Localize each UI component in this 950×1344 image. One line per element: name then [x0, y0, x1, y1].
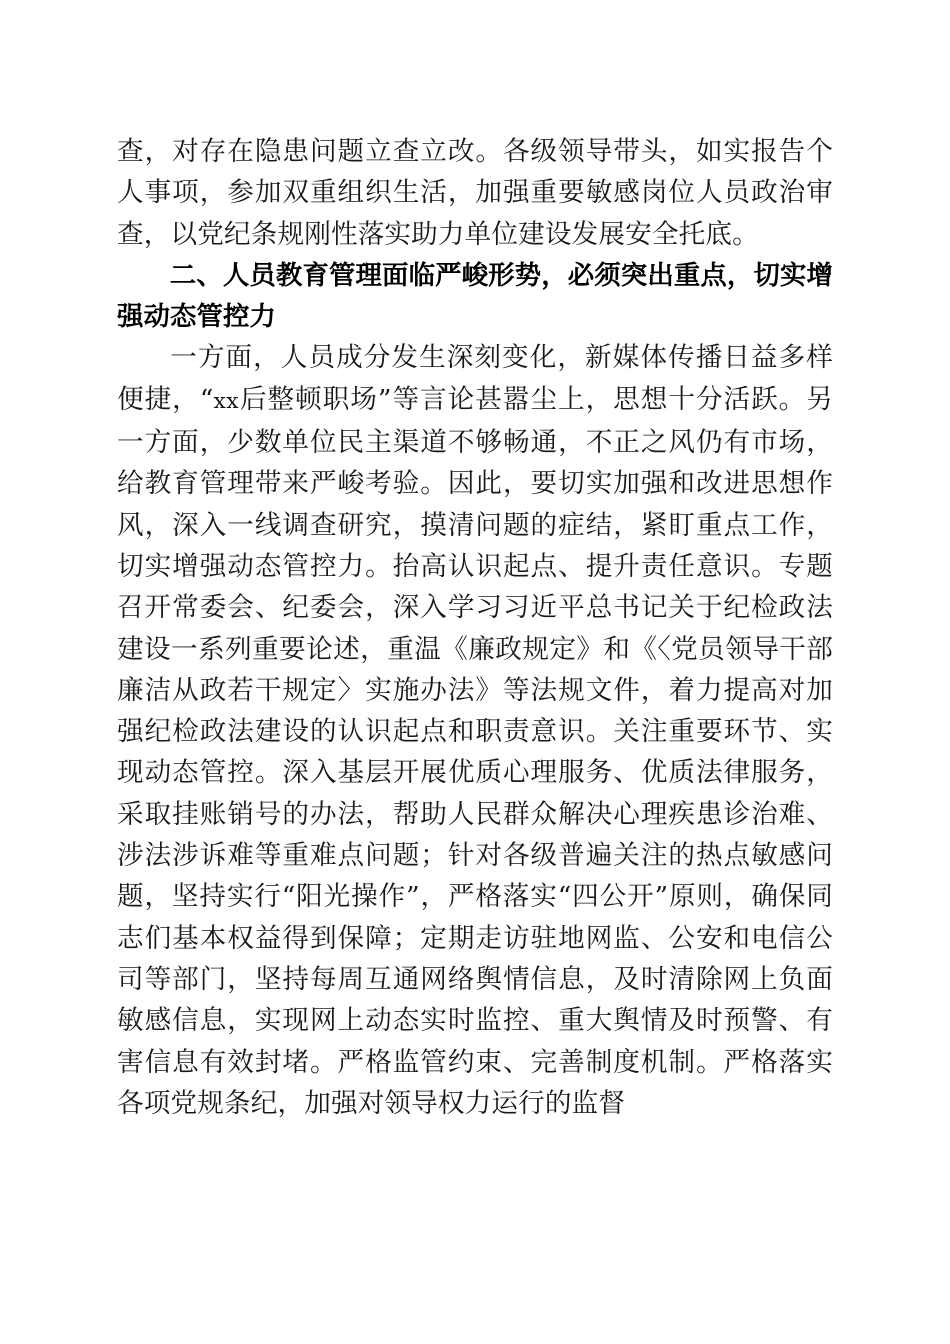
document-text-column — [117, 131, 833, 1124]
paragraph-continued-from-previous-page: 查，对存在隐患问题立查立改。各级领导带头，如实报告个人事项，参加双重组织生活，加强重要敏感岗位人员政治审查，以党纪条规刚性落实助力单位建设发展安全托底。 — [117, 136, 833, 250]
paragraph-latin-token: xx — [213, 388, 240, 414]
paragraph-section-two-body — [117, 337, 833, 1124]
paragraph-text-part-one: 一方面，人员成分发生深刻变化，新媒体传播日益多样便捷，“ — [117, 342, 833, 415]
section-heading-two: 二、人员教育管理面临严峻形势，必须突出重点，切实增强动态管控力 — [117, 259, 833, 333]
paragraph-text-part-two: 后整顿职场”等言论甚嚣尘上，思想十分活跃。另一方面，少数单位民主渠道不够畅通，不正之风仍有市场，给教育管理带来严峻考验。因此，要切实加强和改进思想作风，深入一线调查研究，摸清问题的症结，紧盯重点工作，切实增强动态管控力。抬高认识起点、提升责任意识。专题召开常委会、纪委会，深入学习习近平总书记关于纪检政法建设一系列重要论述，重温《廉政规定》和《〈党员领导干部廉洁从政若干规定〉实施办法》等法规文件，着力提高对加强纪检政法建设的认识起点和职责意识。关注重要环节、实现动态管控。深入基层开展优质心理服务、优质法律服务，采取挂账销号的办法，帮助人民群众解决心理疾患诊治难、涉法涉诉难等重难点问题；针对各级普遍关注的热点敏感问题，坚持实行“阳光操作”，严格落实“四公开”原则，确保同志们基本权益得到保障；定期走访驻地网监、公安和电信公司等部门，坚持每周互通网络舆情信息，及时清除网上负面敏感信息，实现网上动态实时监控、重大舆情及时预警、有害信息有效封堵。严格监管约束、完善制度机制。严格落实各项党规条纪，加强对领导权力运行的监督 — [117, 383, 833, 1119]
